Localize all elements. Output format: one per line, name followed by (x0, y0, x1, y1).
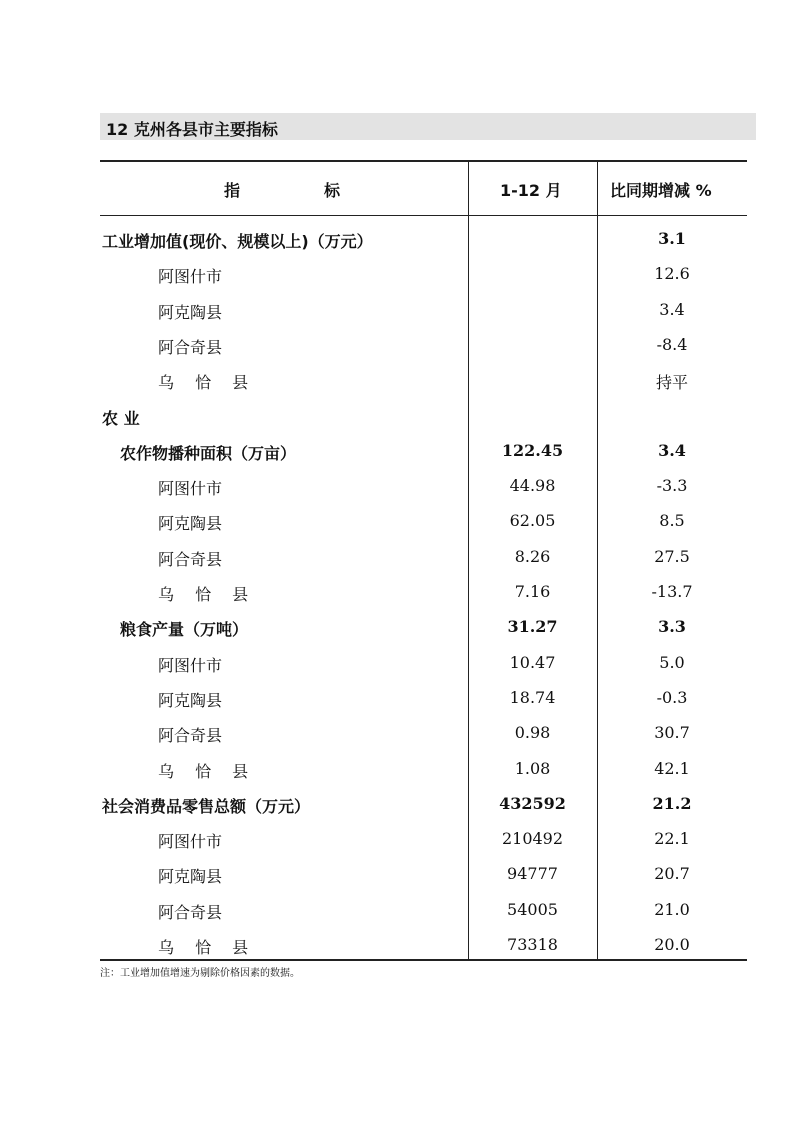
row-period-value: 7.16 (514, 582, 551, 601)
row-change-value: 3.1 (658, 229, 686, 248)
row-period-value: 10.47 (509, 653, 556, 672)
row-change-value: -13.7 (651, 582, 693, 601)
row-period-value: 54005 (507, 900, 558, 919)
row-change-value: 27.5 (654, 547, 690, 566)
row-label: 乌 恰 县 (158, 585, 257, 604)
row-label: 阿克陶县 (158, 691, 223, 710)
table-bottom-rule (100, 959, 747, 961)
row-period-value: 18.74 (509, 688, 556, 707)
header-rule (100, 215, 747, 216)
row-change-value: 3.3 (658, 617, 686, 636)
row-period-value: 8.26 (514, 547, 551, 566)
row-change-value: 3.4 (658, 441, 686, 460)
table-row (100, 441, 747, 475)
row-period-value: 210492 (501, 829, 564, 848)
table-row (100, 476, 747, 510)
row-label: 阿克陶县 (158, 303, 223, 322)
table-row (100, 829, 747, 863)
table-row (100, 723, 747, 757)
row-change-value: 21.2 (652, 794, 692, 813)
row-label: 社会消费品零售总额（万元） (102, 797, 311, 816)
row-label: 乌 恰 县 (158, 373, 257, 392)
row-label: 阿图什市 (158, 656, 223, 675)
header-indicator-part2: 标 (324, 181, 341, 200)
row-label: 农作物播种面积（万亩） (120, 444, 297, 463)
table-row (100, 864, 747, 898)
row-change-value: 5.0 (659, 653, 685, 672)
table-row (100, 900, 747, 934)
table-row (100, 229, 747, 263)
table-top-rule (100, 160, 747, 162)
row-change-value: -3.3 (656, 476, 688, 495)
row-label: 阿合奇县 (158, 338, 223, 357)
row-change-value: 20.0 (654, 935, 690, 954)
header-change: 比同期增减 % (610, 181, 712, 200)
table-row (100, 370, 747, 404)
row-change-value: 21.0 (654, 900, 690, 919)
table-row (100, 759, 747, 793)
table-row (100, 653, 747, 687)
header-period: 1-12 月 (500, 181, 562, 200)
row-change-value: 持平 (655, 373, 688, 392)
row-change-value: 8.5 (659, 511, 685, 530)
row-label: 乌 恰 县 (158, 938, 257, 957)
row-change-value: -0.3 (656, 688, 688, 707)
row-label: 阿克陶县 (158, 514, 223, 533)
row-change-value: 42.1 (654, 759, 690, 778)
row-period-value: 44.98 (509, 476, 556, 495)
page-title: 12 克州各县市主要指标 (106, 120, 278, 139)
row-change-value: 22.1 (654, 829, 690, 848)
table-row (100, 688, 747, 722)
table-row (100, 335, 747, 369)
table-row (100, 547, 747, 581)
row-change-value: 30.7 (654, 723, 690, 742)
row-label: 粮食产量（万吨） (120, 620, 249, 639)
row-change-value: 20.7 (654, 864, 690, 883)
row-period-value: 73318 (507, 935, 558, 954)
table-row (100, 794, 747, 828)
table-row (100, 264, 747, 298)
row-label: 农 业 (102, 409, 140, 428)
table-row (100, 300, 747, 334)
row-label: 阿图什市 (158, 832, 223, 851)
row-label: 阿合奇县 (158, 550, 223, 569)
row-label: 阿图什市 (158, 479, 223, 498)
row-label: 阿克陶县 (158, 867, 223, 886)
table-row (100, 617, 747, 651)
row-period-value: 432592 (499, 794, 566, 813)
row-period-value: 1.08 (514, 759, 551, 778)
table-row (100, 582, 747, 616)
row-label: 工业增加值(现价、规模以上)（万元） (102, 232, 373, 251)
row-period-value: 62.05 (509, 511, 556, 530)
table-row (100, 511, 747, 545)
footnote: 注：工业增加值增速为剔除价格因素的数据。 (100, 968, 300, 979)
row-period-value: 0.98 (514, 723, 551, 742)
title-band (100, 113, 756, 140)
row-change-value: 12.6 (654, 264, 690, 283)
row-period-value: 31.27 (507, 617, 558, 636)
row-period-value: 94777 (507, 864, 558, 883)
row-change-value: -8.4 (656, 335, 688, 354)
row-label: 阿合奇县 (158, 726, 223, 745)
row-period-value: 122.45 (501, 441, 564, 460)
row-label: 阿合奇县 (158, 903, 223, 922)
row-change-value: 3.4 (659, 300, 685, 319)
row-label: 阿图什市 (158, 267, 223, 286)
header-indicator-part1: 指 (224, 181, 241, 200)
table-row (100, 406, 747, 440)
row-label: 乌 恰 县 (158, 762, 257, 781)
